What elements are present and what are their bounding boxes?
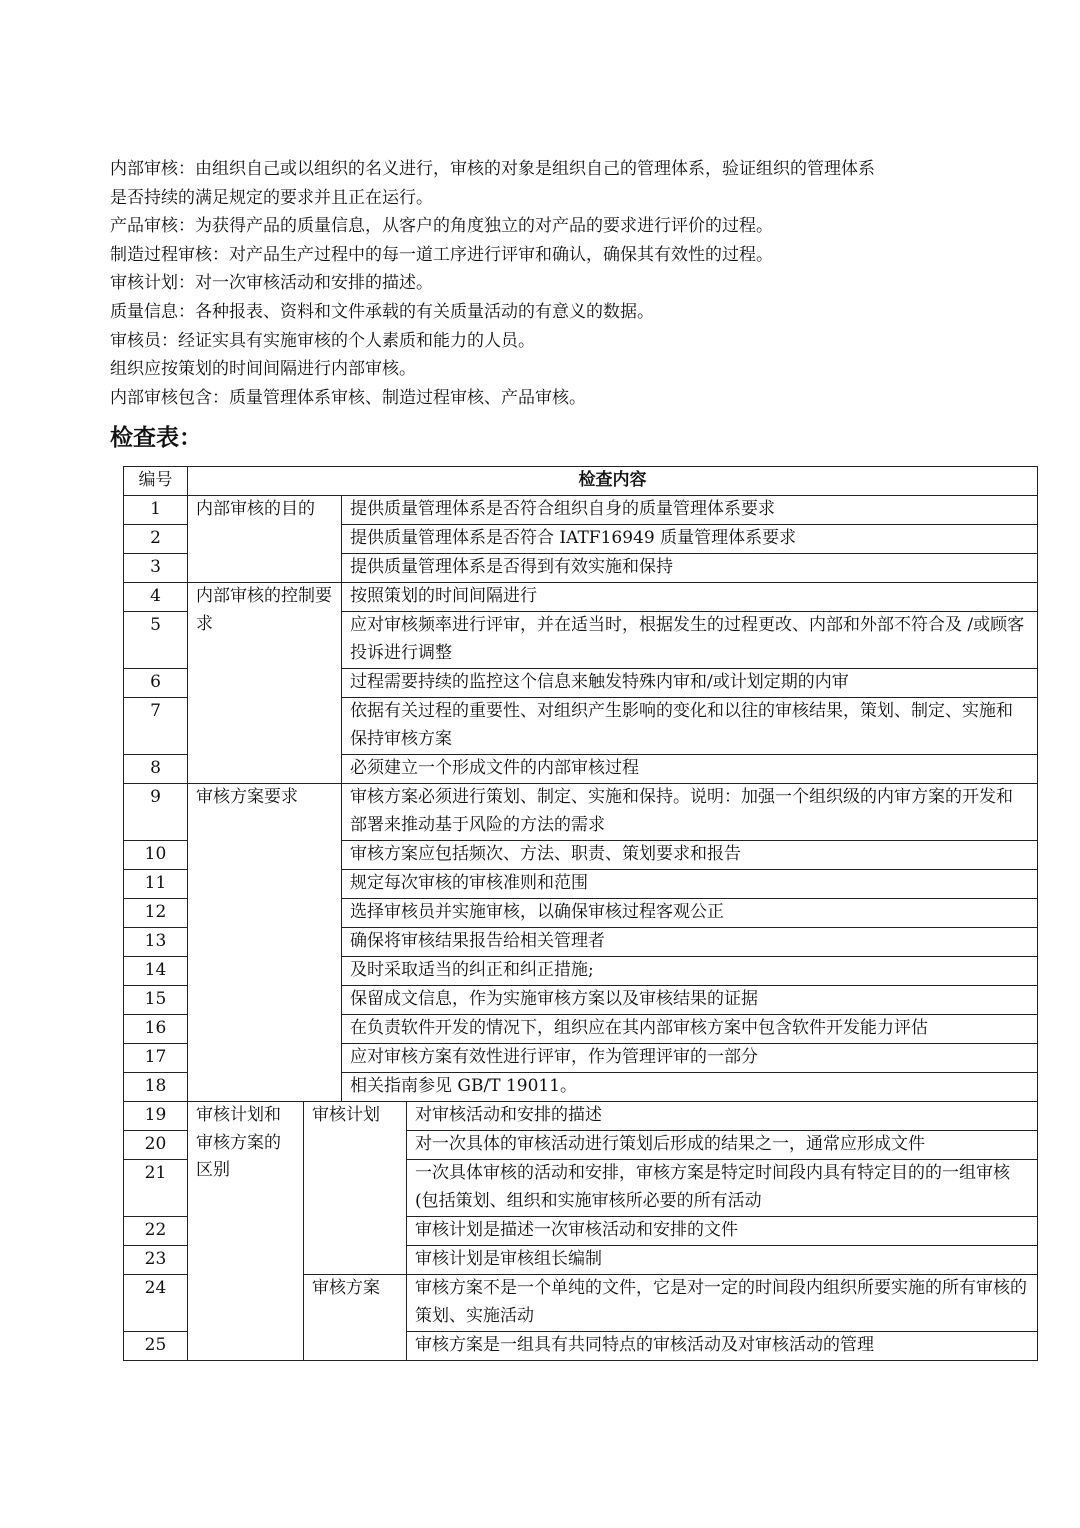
- category-cell: 内部审核的控制要求: [188, 583, 342, 784]
- checklist-table: [123, 466, 1038, 1361]
- row-content: 必须建立一个形成文件的内部审核过程: [342, 755, 1038, 784]
- definitions-section: [110, 155, 990, 412]
- row-number: 21: [124, 1160, 188, 1217]
- row-content: 提供质量管理体系是否符合 IATF16949 质量管理体系要求: [342, 525, 1038, 554]
- header-content: 检查内容: [188, 467, 1038, 496]
- category-cell: 审核计划和审核方案的区别: [188, 1102, 304, 1361]
- row-number: 1: [124, 496, 188, 525]
- row-content: 过程需要持续的监控这个信息来触发特殊内审和/或计划定期的内审: [342, 669, 1038, 698]
- row-number: 16: [124, 1015, 188, 1044]
- row-number: 12: [124, 899, 188, 928]
- row-number: 23: [124, 1246, 188, 1275]
- row-number: 11: [124, 870, 188, 899]
- paragraph-interval: 组织应按策划的时间间隔进行内部审核。: [110, 359, 416, 380]
- row-number: 14: [124, 957, 188, 986]
- subcategory-cell: 审核计划: [304, 1102, 407, 1275]
- row-content: 审核方案应包括频次、方法、职责、策划要求和报告: [342, 841, 1038, 870]
- paragraph-process-audit: 制造过程审核：对产品生产过程中的每一道工序进行评审和确认，确保其有效性的过程。: [110, 244, 773, 265]
- paragraph-scope: 内部审核包含：质量管理体系审核、制造过程审核、产品审核。: [110, 387, 586, 408]
- paragraph-internal-audit: 内部审核：由组织自己或以组织的名义进行，审核的对象是组织自己的管理体系，验证组织的管理体系: [110, 159, 875, 179]
- row-number: 20: [124, 1131, 188, 1160]
- row-content: 在负责软件开发的情况下，组织应在其内部审核方案中包含软件开发能力评估: [342, 1015, 1038, 1044]
- row-content: 依据有关过程的重要性、对组织产生影响的变化和以往的审核结果，策划、制定、实施和保持审核方案: [342, 698, 1038, 755]
- row-number: 17: [124, 1044, 188, 1073]
- table-row: [124, 496, 1038, 525]
- table-row: [124, 583, 1038, 612]
- row-content: 保留成文信息，作为实施审核方案以及审核结果的证据: [342, 986, 1038, 1015]
- checklist-heading: 检查表：: [110, 425, 202, 451]
- table-header-row: [124, 467, 1038, 496]
- paragraph-product-audit: 产品审核：为获得产品的质量信息，从客户的角度独立的对产品的要求进行评价的过程。: [110, 216, 773, 237]
- row-number: 5: [124, 612, 188, 669]
- paragraph-auditor: 审核员：经证实具有实施审核的个人素质和能力的人员。: [110, 330, 535, 351]
- row-number: 2: [124, 525, 188, 554]
- row-number: 3: [124, 554, 188, 583]
- row-content: 相关指南参见 GB/T 19011。: [342, 1073, 1038, 1102]
- row-content: 确保将审核结果报告给相关管理者: [342, 928, 1038, 957]
- row-number: 8: [124, 755, 188, 784]
- row-content: 选择审核员并实施审核，以确保审核过程客观公正: [342, 899, 1038, 928]
- category-cell: 内部审核的目的: [188, 496, 342, 583]
- row-content: 对审核活动和安排的描述: [407, 1102, 1038, 1131]
- row-number: 13: [124, 928, 188, 957]
- row-content: 对一次具体的审核活动进行策划后形成的结果之一，通常应形成文件: [407, 1131, 1038, 1160]
- row-content: 及时采取适当的纠正和纠正措施;: [342, 957, 1038, 986]
- row-content: 按照策划的时间间隔进行: [342, 583, 1038, 612]
- row-content: 应对审核方案有效性进行评审，作为管理评审的一部分: [342, 1044, 1038, 1073]
- row-number: 7: [124, 698, 188, 755]
- row-content: 审核方案必须进行策划、制定、实施和保持。说明：加强一个组织级的内审方案的开发和部署来推动基于风险的方法的需求: [342, 784, 1038, 841]
- paragraph-quality-info: 质量信息：各种报表、资料和文件承载的有关质量活动的有意义的数据。: [110, 301, 654, 322]
- row-content: 审核计划是描述一次审核活动和安排的文件: [407, 1217, 1038, 1246]
- row-content: 审核方案不是一个单纯的文件，它是对一定的时间段内组织所要实施的所有审核的策划、实施活动: [407, 1275, 1038, 1332]
- row-number: 6: [124, 669, 188, 698]
- row-content: 提供质量管理体系是否得到有效实施和保持: [342, 554, 1038, 583]
- row-number: 19: [124, 1102, 188, 1131]
- row-content: 提供质量管理体系是否符合组织自身的质量管理体系要求: [342, 496, 1038, 525]
- row-content: 审核计划是审核组长编制: [407, 1246, 1038, 1275]
- table-row: [124, 784, 1038, 841]
- row-number: 18: [124, 1073, 188, 1102]
- category-cell: 审核方案要求: [188, 784, 342, 1102]
- row-number: 9: [124, 784, 188, 841]
- table-row: [124, 1102, 1038, 1131]
- row-content: 审核方案是一组具有共同特点的审核活动及对审核活动的管理: [407, 1332, 1038, 1361]
- row-number: 4: [124, 583, 188, 612]
- row-number: 10: [124, 841, 188, 870]
- row-number: 25: [124, 1332, 188, 1361]
- row-number: 24: [124, 1275, 188, 1332]
- header-number: 编号: [124, 467, 188, 496]
- row-content: 规定每次审核的审核准则和范围: [342, 870, 1038, 899]
- row-number: 15: [124, 986, 188, 1015]
- row-content: 应对审核频率进行评审，并在适当时，根据发生的过程更改、内部和外部不符合及 /或顾客投诉进行调整: [342, 612, 1038, 669]
- paragraph-internal-audit-cont: 是否持续的满足规定的要求并且正在运行。: [110, 187, 433, 208]
- row-content: 一次具体审核的活动和安排，审核方案是特定时间段内具有特定目的的一组审核(包括策划、组织和实施审核所必要的所有活动: [407, 1160, 1038, 1217]
- paragraph-audit-plan: 审核计划：对一次审核活动和安排的描述。: [110, 273, 433, 294]
- subcategory-cell: 审核方案: [304, 1275, 407, 1361]
- row-number: 22: [124, 1217, 188, 1246]
